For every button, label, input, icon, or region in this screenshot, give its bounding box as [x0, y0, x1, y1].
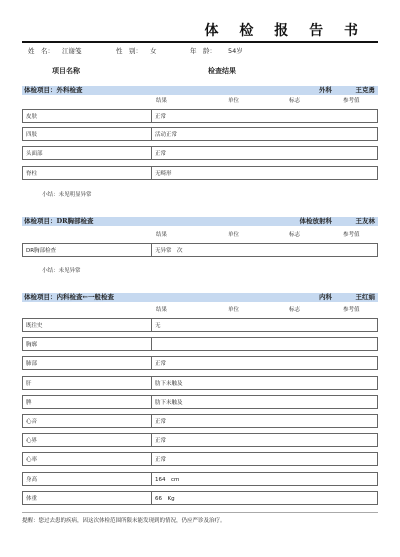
result-col: 结果 [156, 307, 168, 313]
section-title: 体检项目：DR胸部检查 [24, 217, 94, 225]
item-name-heading: 项目名称 [52, 66, 80, 75]
table-row [22, 127, 378, 141]
section-title: 体检项目：外科检查 [24, 86, 83, 94]
row-name: 肝 [26, 381, 32, 387]
section-header-dr-chest [22, 217, 378, 226]
row-result: 正常 [151, 357, 377, 369]
reference-col: 参考值 [343, 307, 360, 313]
row-result: 无 [151, 319, 377, 331]
table-row [22, 491, 378, 505]
sex-label: 性 别： [116, 47, 142, 55]
row-result: 无异常 次 [151, 244, 377, 256]
age-label: 年 龄： [190, 47, 216, 55]
footer-divider [22, 512, 378, 513]
row-name: 身高 [26, 477, 38, 483]
table-row [22, 356, 378, 370]
table-row [22, 337, 378, 351]
row-result: 正常 [151, 434, 377, 446]
unit-col: 单位 [228, 98, 240, 104]
row-result: 正常 [151, 110, 377, 122]
row-result: 正常 [151, 147, 377, 159]
row-result: 肋下未触及 [151, 396, 377, 408]
row-result: 正常 [151, 453, 377, 465]
flag-col: 标志 [289, 232, 301, 238]
section-header-surgery [22, 86, 378, 95]
table-row [22, 146, 378, 160]
patient-sex: 女 [150, 47, 157, 55]
section-department: 内科 [319, 293, 332, 301]
row-name: 心音 [26, 419, 38, 425]
table-row [22, 109, 378, 123]
row-result [151, 338, 377, 350]
table-row [22, 166, 378, 180]
row-name: 皮肤 [26, 114, 38, 120]
name-label: 姓 名： [28, 47, 54, 55]
table-row [22, 395, 378, 409]
section-doctor: 王友林 [355, 217, 375, 225]
unit-col: 单位 [228, 307, 240, 313]
result-col: 结果 [156, 98, 168, 104]
section-doctor: 王红娟 [355, 293, 375, 301]
flag-col: 标志 [289, 307, 301, 313]
row-name: 既往史 [26, 323, 43, 329]
table-row [22, 452, 378, 466]
row-name: 脾 [26, 400, 32, 406]
table-header [22, 306, 378, 315]
section-summary: 小结：未见明显异常 [42, 192, 92, 198]
patient-info [28, 46, 378, 58]
table-header [22, 97, 378, 106]
section-header-internal [22, 293, 378, 302]
reference-col: 参考值 [343, 232, 360, 238]
table-row [22, 414, 378, 428]
table-header [22, 231, 378, 240]
report-title: 体 检 报 告 书 [204, 23, 366, 39]
section-summary: 小结：未见异常 [42, 268, 81, 274]
reference-col: 参考值 [343, 98, 360, 104]
table-row [22, 318, 378, 332]
row-result: 肋下未触及 [151, 377, 377, 389]
section-title: 体检项目：内科检查←一般检查 [24, 293, 114, 301]
row-result: 正常 [151, 415, 377, 427]
row-name: 心界 [26, 438, 38, 444]
column-headings [0, 66, 400, 78]
row-name: 胸廓 [26, 342, 38, 348]
row-name: 体重 [26, 496, 38, 502]
row-name: 四肢 [26, 132, 38, 138]
section-doctor: 王克勇 [355, 86, 375, 94]
patient-age: 54岁 [228, 47, 243, 55]
row-name: DR胸部检查 [26, 248, 57, 254]
section-department: 外科 [319, 86, 332, 94]
title-divider [22, 41, 378, 43]
unit-col: 单位 [228, 232, 240, 238]
row-result: 66 Kg [151, 492, 377, 504]
row-result: 无畸形 [151, 167, 377, 179]
row-name: 脊柱 [26, 171, 38, 177]
result-heading: 检查结果 [208, 66, 236, 75]
row-name: 头面部 [26, 151, 43, 157]
table-row [22, 472, 378, 486]
row-result: 164 cm [151, 473, 377, 485]
reminder-note: 提醒：您过去患的疾病，因这次体检范围所限未能发现到的情况，仍应严诊及治疗。 [22, 518, 226, 524]
row-result: 活动正常 [151, 128, 377, 140]
section-department: 体检放射科 [299, 217, 332, 225]
table-row [22, 376, 378, 390]
row-name: 肺部 [26, 361, 38, 367]
patient-name: 江谢笺 [62, 47, 82, 55]
table-row [22, 433, 378, 447]
table-row [22, 243, 378, 257]
flag-col: 标志 [289, 98, 301, 104]
row-name: 心率 [26, 457, 38, 463]
result-col: 结果 [156, 232, 168, 238]
